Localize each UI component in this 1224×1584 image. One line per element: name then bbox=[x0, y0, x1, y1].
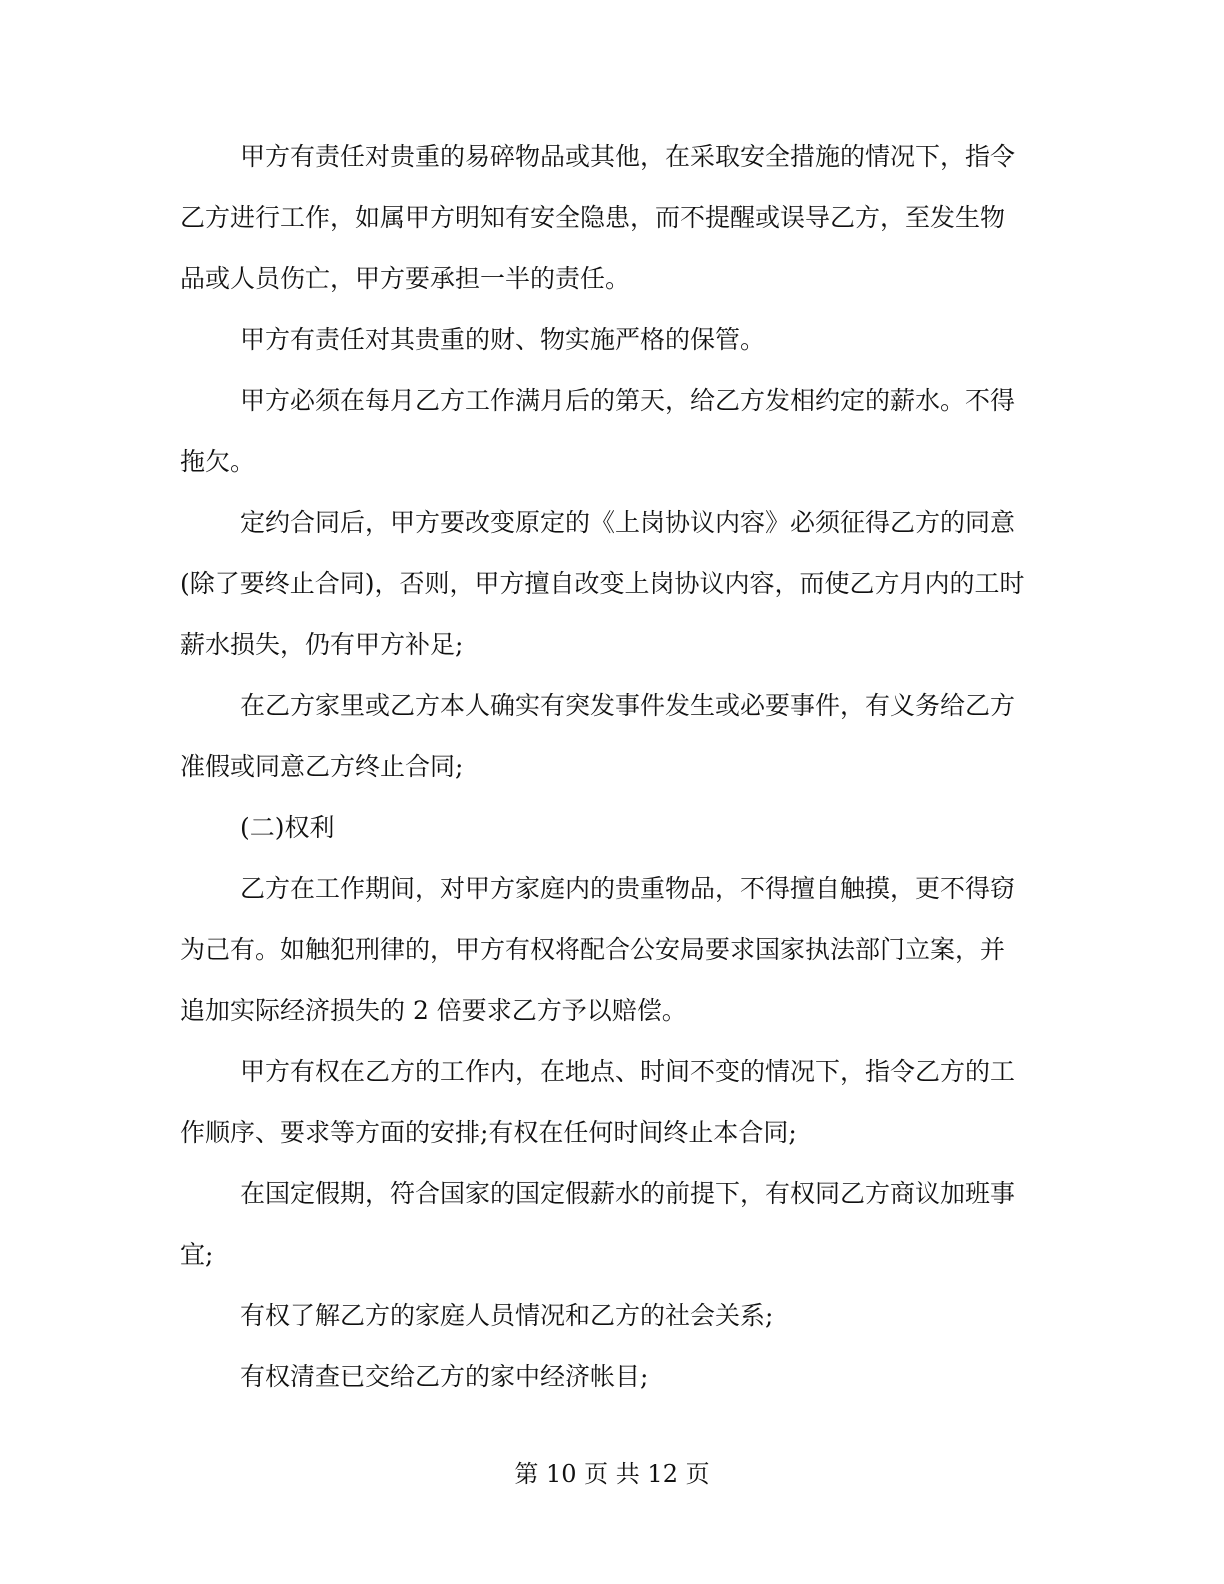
paragraph: 甲方有责任对贵重的易碎物品或其他，在采取安全措施的情况下，指令乙方进行工作，如属甲方明知有安全隐患，而不提醒或误导乙方，至发生物品或人员伤亡，甲方要承担一半的责任。 bbox=[180, 142, 1016, 293]
paragraph: 在国定假期，符合国家的国定假薪水的前提下，有权同乙方商议加班事宜; bbox=[180, 1179, 1016, 1269]
paragraph: 在乙方家里或乙方本人确实有突发事件发生或必要事件，有义务给乙方准假或同意乙方终止合同; bbox=[180, 691, 1016, 781]
body-text bbox=[180, 126, 1026, 1407]
paragraph: 定约合同后，甲方要改变原定的《上岗协议内容》必须征得乙方的同意(除了要终止合同)，否则，甲方擅自改变上岗协议内容，而使乙方月内的工时薪水损失，仍有甲方补足; bbox=[180, 508, 1025, 659]
page-footer bbox=[0, 1458, 1224, 1490]
section-heading: (二)权利 bbox=[240, 813, 335, 842]
paragraph: 有权了解乙方的家庭人员情况和乙方的社会关系; bbox=[240, 1301, 774, 1330]
paragraph: 有权清查已交给乙方的家中经济帐目; bbox=[240, 1362, 649, 1391]
paragraph: 甲方必须在每月乙方工作满月后的第天，给乙方发相约定的薪水。不得拖欠。 bbox=[180, 386, 1016, 476]
page-number: 第 10 页 共 12 页 bbox=[514, 1460, 710, 1488]
paragraph: 乙方在工作期间，对甲方家庭内的贵重物品，不得擅自触摸，更不得窃为己有。如触犯刑律的，甲方有权将配合公安局要求国家执法部门立案，并追加实际经济损失的 2 倍要求乙方予以赔偿。 bbox=[180, 874, 1016, 1025]
paragraph: 甲方有责任对其贵重的财、物实施严格的保管。 bbox=[240, 325, 766, 354]
paragraph: 甲方有权在乙方的工作内，在地点、时间不变的情况下，指令乙方的工作顺序、要求等方面的安排;有权在任何时间终止本合同; bbox=[180, 1057, 1016, 1147]
